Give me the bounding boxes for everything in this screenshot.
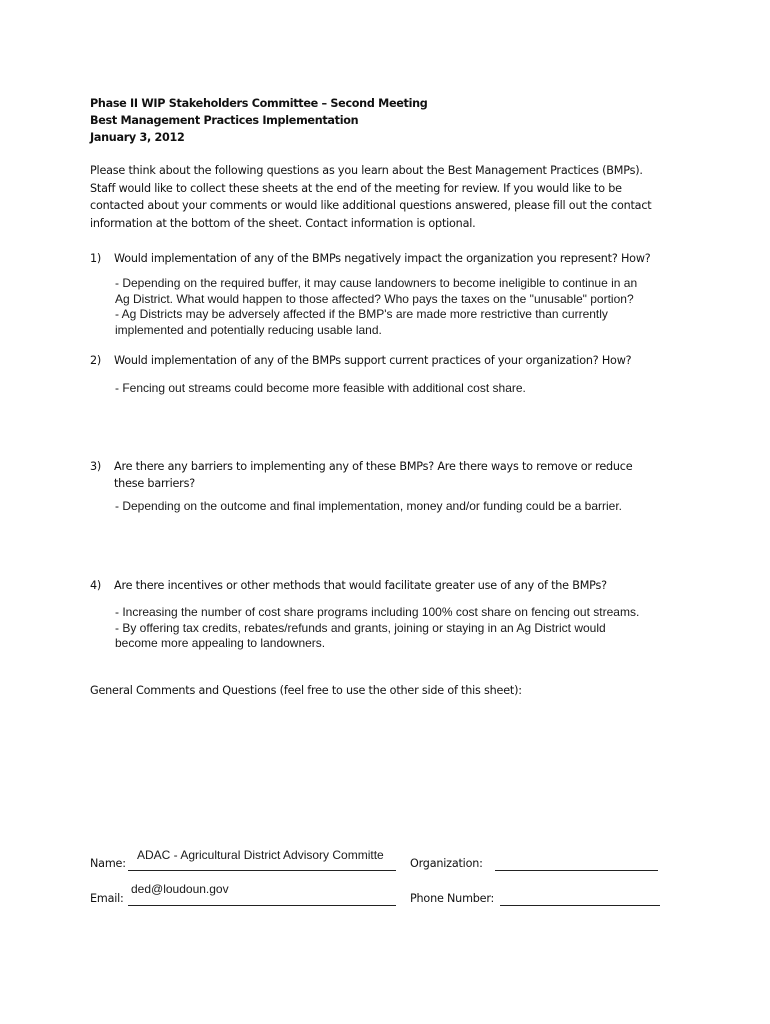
organization-label: Organization: <box>410 857 483 870</box>
question-text: these barriers? <box>114 477 195 490</box>
answer-line: - By offering tax credits, rebates/refunds and grants, joining or staying in an Ag District would <box>115 620 606 635</box>
document-subtitle: Best Management Practices Implementation <box>90 114 359 127</box>
question-text: Are there any barriers to implementing any of these BMPs? Are there ways to remove or reduce <box>114 460 633 473</box>
document-header <box>90 95 428 146</box>
organization-field[interactable] <box>495 870 658 871</box>
answer-line: - Fencing out streams could become more feasible with additional cost share. <box>115 381 526 395</box>
question-number: 2) <box>90 354 102 367</box>
answer-line: - Ag Districts may be adversely affected if the BMP's are made more restrictive than currently <box>115 307 608 321</box>
question-number: 4) <box>90 579 102 592</box>
intro-line: information at the bottom of the sheet. Contact information is optional. <box>90 216 476 230</box>
meeting-date: January 3, 2012 <box>90 131 185 144</box>
intro-paragraph <box>90 162 690 232</box>
name-label: Name: <box>90 857 126 870</box>
intro-line: Staff would like to collect these sheets at the end of the meeting for review. If you would like to be <box>90 181 622 195</box>
intro-line: contacted about your comments or would like additional questions answered, please fill out the contact <box>90 199 652 212</box>
question-text: Would implementation of any of the BMPs support current practices of your organization? How? <box>114 354 632 367</box>
name-value: ADAC - Agricultural District Advisory Committe <box>137 848 384 862</box>
intro-line: Please think about the following questions as you learn about the Best Management Practices (BMPs). <box>90 164 643 177</box>
meeting-title: Phase II WIP Stakeholders Committee – Second Meeting <box>90 97 428 110</box>
answer-4 <box>115 605 639 652</box>
email-value: ded@loudoun.gov <box>131 882 229 896</box>
general-comments-label: General Comments and Questions (feel free to use the other side of this sheet): <box>90 684 522 697</box>
phone-field[interactable] <box>500 905 660 906</box>
answer-line: - Depending on the outcome and final implementation, money and/or funding could be a barrier. <box>115 499 622 513</box>
email-field[interactable] <box>128 905 396 906</box>
answer-line: become more appealing to landowners. <box>115 636 326 650</box>
answer-1 <box>115 276 637 338</box>
answer-line: implemented and potentially reducing usable land. <box>115 322 382 337</box>
answer-3 <box>115 499 622 515</box>
answer-line: - Depending on the required buffer, it may cause landowners to become ineligible to continue in an <box>115 276 638 290</box>
email-label: Email: <box>90 892 124 905</box>
question-number: 3) <box>90 460 102 473</box>
answer-line: - Increasing the number of cost share programs including 100% cost share on fencing out streams. <box>115 605 640 619</box>
answer-2 <box>115 381 526 397</box>
name-field[interactable] <box>128 870 396 871</box>
question-text: Would implementation of any of the BMPs negatively impact the organization you represent? How? <box>114 252 651 265</box>
question-number: 1) <box>90 252 102 265</box>
answer-line: Ag District. What would happen to those affected? Who pays the taxes on the "unusable" portion? <box>115 291 634 306</box>
phone-label: Phone Number: <box>410 892 495 905</box>
question-text: Are there incentives or other methods that would facilitate greater use of any of the BMPs? <box>114 579 607 592</box>
